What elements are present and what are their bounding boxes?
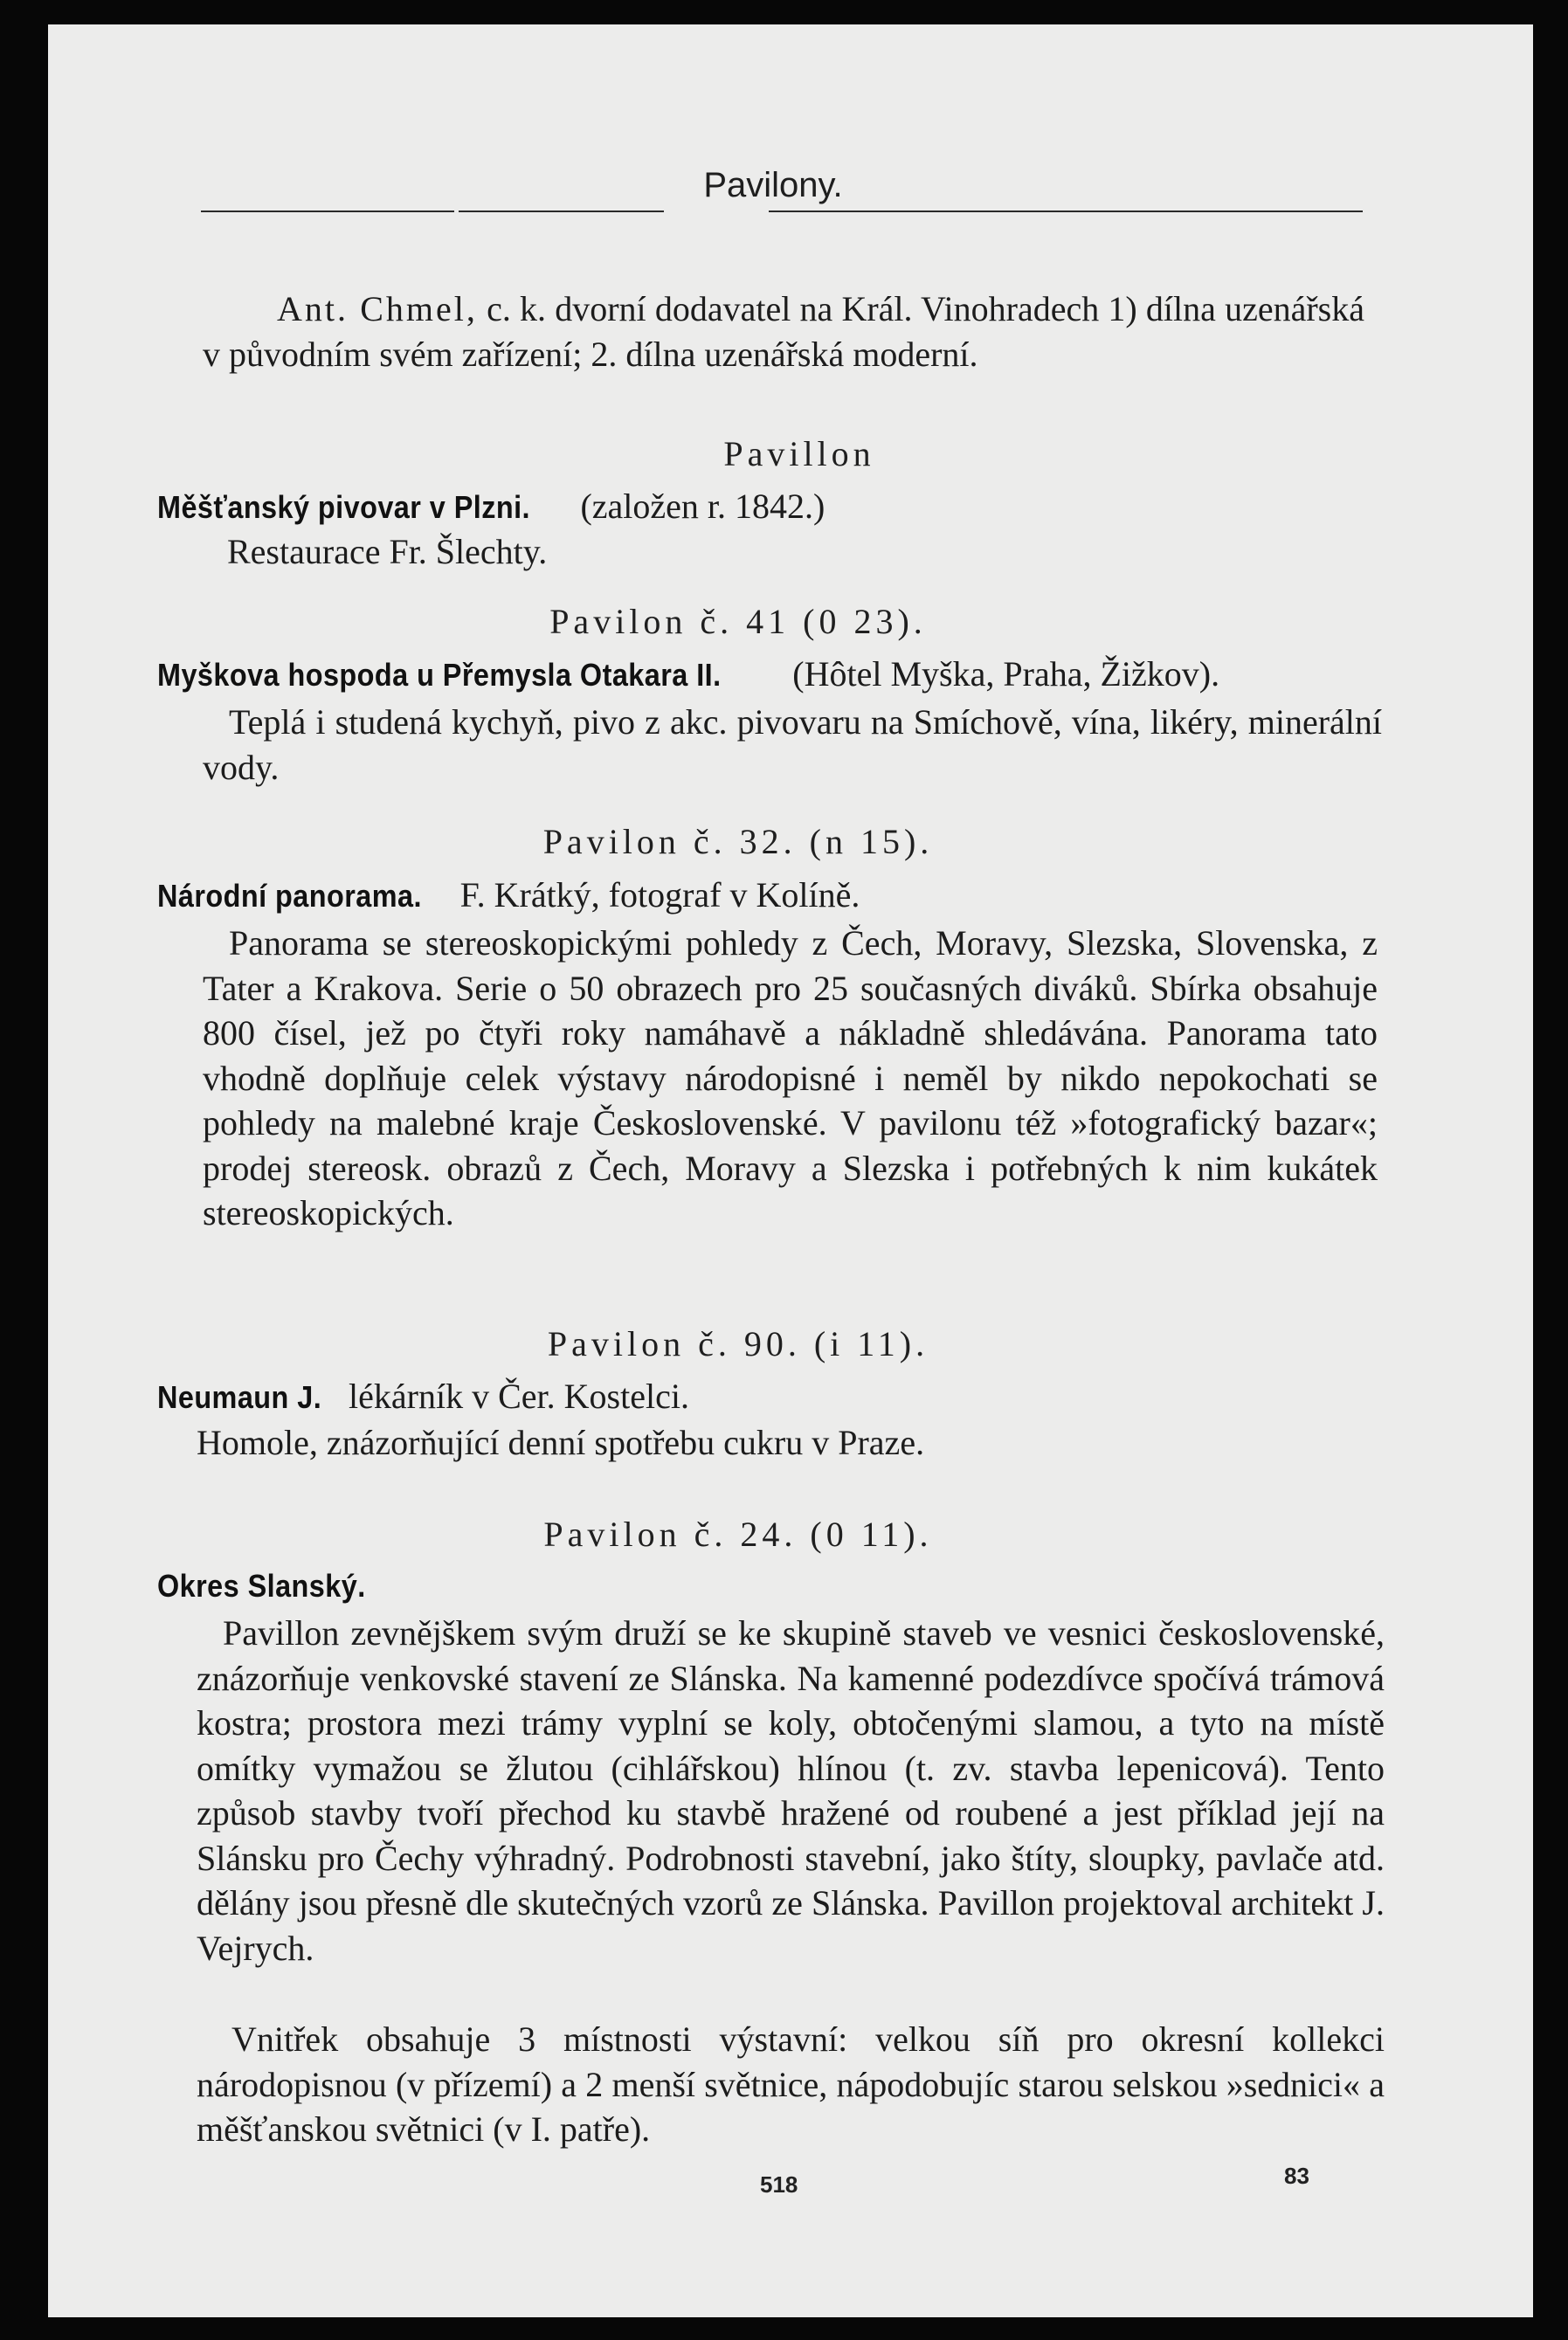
exhibitor-name: Myškova hospoda u Přemysla Otakara II. (157, 657, 722, 693)
exhibitor-name: Ant. Chmel, (277, 289, 478, 328)
exhibitor-name: Měšťanský pivovar v Plzni. (157, 489, 531, 525)
entry-line: Restaurace Fr. Šlechty. (227, 532, 548, 571)
entry-neumann (157, 1376, 689, 1417)
entry-slansky (157, 1564, 389, 1605)
pavilion-heading: Pavillon (723, 434, 875, 473)
entry-line: Homole, znázorňující denní spotřebu cukru v Praze. (197, 1423, 925, 1462)
entry-panorama (157, 874, 860, 915)
pavilion-heading: Pavilon č. 90. (i 11). (547, 1324, 929, 1363)
document-page (48, 24, 1533, 2317)
entry-paragraph: Vnitřek obsahuje 3 místnosti výstavní: velkou síň pro okresní kollekci národopisnou (v přízemí) a 2 menší světnice, nápodobujíc starou selskou »sednici« a měšťanskou světnici (v I. patře). (197, 2019, 1385, 2149)
entry-myska (157, 653, 1219, 694)
entry-text: Panorama se stereoskopickými pohledy z Čech, Moravy, Slezska, Slovenska, z Tater a Krakova. Serie o 50 obrazech pro 25 současných diváků. Sbírka obsahuje 800 čísel, jež po čtyři roky namáhavě a nákladně shledávána. Panorama tato vhodně doplňuje celek výstavy národopisné i neměl by nikdo nepokochati se pohledy na malebné kraje Československé. V pavilonu též »fotografický bazar«; prodej stereosk. obrazů z Čech, Moravy a Slezska i potřebných k nim kukátek stereoskopických. (203, 923, 1378, 1232)
pavilion-heading: Pavilon č. 24. (0 11). (543, 1515, 933, 1554)
entry-rest: (Hôtel Myška, Praha, Žižkov). (792, 654, 1220, 694)
page-number: 518 (760, 2171, 798, 2198)
running-head: Pavilony. (703, 166, 843, 204)
entry-chmel (203, 286, 1364, 376)
pavilion-heading: Pavilon č. 32. (n 15). (542, 822, 934, 861)
entry-paragraph: Pavillon zevnějškem svým druží se ke skupině staveb ve vesnici československé, znázorňuje venkovské stavení ze Slánska. Na kamenné podezdívce spočívá trámová kostra; prostora mezi trámy vyplní se koly, obtočenými slamou, a tyto na místě omítky vymažou se žlutou (cihlářskou) hlínou (t. zv. stavba lepenicová). Tento způsob stavby tvoří přechod ku stavbě hražené od roubené a jest příklad její na Slánsku pro Čechy výhradný. Podrobnosti stavební, jako štíty, sloupky, pavlače atd. dělány jsou přesně dle skutečných vzorů ze Slánska. Pavillon projektoval architekt J. Vejrych. (197, 1613, 1385, 1968)
entry-text: Teplá i studená kychyň, pivo z akc. pivovaru na Smíchově, vína, likéry, minerální vody. (203, 702, 1382, 787)
header-rule-middle (459, 211, 664, 212)
entry-rest: lékárník v Čer. Kostelci. (349, 1377, 689, 1416)
pavilion-heading: Pavilon č. 41 (0 23). (549, 602, 927, 641)
signature-mark: 83 (1284, 2163, 1309, 2189)
header-rule-right (769, 211, 1363, 212)
exhibitor-name: Národní panorama. (157, 878, 422, 914)
entry-text: c. k. dvorní dodavatel na Král. Vinohradech 1) dílna uzenářská v původním svém zařízení; 2. dílna uzenářská moderní. (203, 289, 1364, 374)
exhibitor-name: Neumaun J. (157, 1379, 322, 1415)
header-rule-left (201, 211, 454, 212)
entry-plzen (157, 486, 825, 527)
entry-rest: F. Krátký, fotograf v Kolíně. (459, 875, 860, 915)
exhibitor-name: Okres Slanský. (157, 1568, 366, 1604)
entry-founded: (založen r. 1842.) (580, 487, 825, 526)
